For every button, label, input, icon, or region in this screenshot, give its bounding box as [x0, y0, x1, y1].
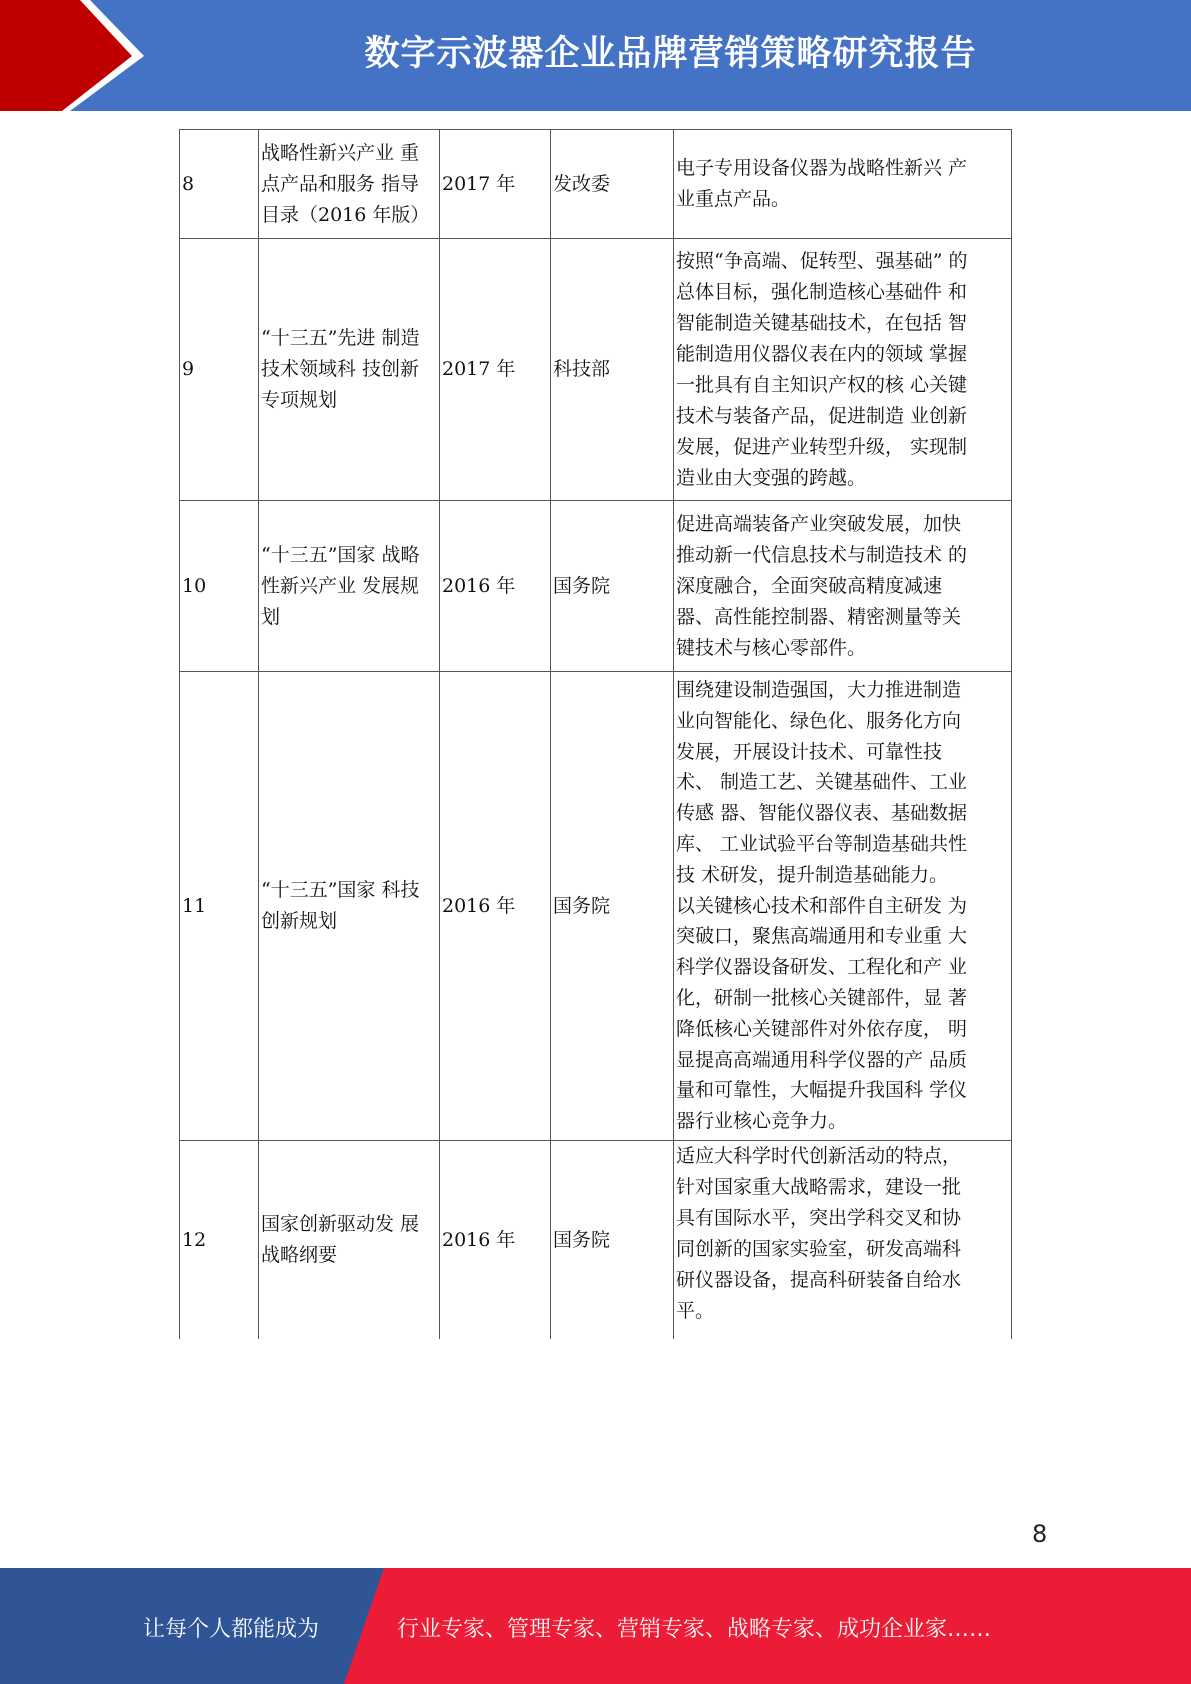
row-number: 8: [179, 130, 258, 238]
row-number: 9: [179, 239, 258, 500]
policy-content: 按照“争高端、促转型、强基础” 的 总体目标，强化制造核心基础件 和 智能制造关键基础技术，在包括 智 能制造用仪器仪表在内的领域 掌握 一批具有自主知识产权的核 心关键 技术与装备产品，促进制造 业创新 发展，促进产业转型升级， 实现制 造业由大变强的跨越。: [673, 239, 1012, 500]
policy-department: 国务院: [550, 1141, 673, 1339]
table-row: [179, 500, 1012, 671]
policy-table: [179, 129, 1012, 1339]
table-row: [179, 1140, 1012, 1339]
row-number: 11: [179, 672, 258, 1140]
row-number: 12: [179, 1141, 258, 1339]
policy-name: 战略性新兴产业 重 点产品和服务 指导 目录（2016 年版）: [258, 130, 439, 238]
policy-year: 2017 年: [439, 130, 550, 238]
page-number: 8: [1032, 1520, 1048, 1548]
header-banner: [0, 0, 1191, 111]
policy-content: 促进高端装备产业突破发展，加快 推动新一代信息技术与制造技术 的 深度融合，全面突破高精度减速 器、高性能控制器、精密测量等关 键技术与核心零部件。: [673, 501, 1012, 671]
chevron-decoration-icon: [0, 0, 160, 111]
footer-slogan-right: 行业专家、管理专家、营销专家、战略专家、成功企业家……: [397, 1617, 992, 1642]
row-number: 10: [179, 501, 258, 671]
policy-content: 适应大科学时代创新活动的特点， 针对国家重大战略需求，建设一批 具有国际水平，突出学科交叉和协 同创新的国家实验室，研发高端科 研仪器设备，提高科研装备自给水 平。: [673, 1141, 1012, 1339]
policy-department: 国务院: [550, 501, 673, 671]
policy-department: 科技部: [550, 239, 673, 500]
table-row: [179, 129, 1012, 238]
policy-name: “十三五”国家 战略 性新兴产业 发展规 划: [258, 501, 439, 671]
policy-content: 电子专用设备仪器为战略性新兴 产 业重点产品。: [673, 130, 1012, 238]
policy-year: 2016 年: [439, 501, 550, 671]
footer-slogan-left: 让每个人都能成为: [143, 1617, 320, 1642]
policy-department: 国务院: [550, 672, 673, 1140]
policy-name: “十三五”国家 科技 创新规划: [258, 672, 439, 1140]
policy-name: 国家创新驱动发 展 战略纲要: [258, 1141, 439, 1339]
policy-year: 2016 年: [439, 1141, 550, 1339]
policy-content: 围绕建设制造强国，大力推进制造 业向智能化、绿色化、服务化方向 发展，开展设计技术、可靠性技 术、 制造工艺、关键基础件、工业 传感 器、智能仪器仪表、基础数据 库、 工业试验平台等制造基础共性 技 术研发，提升制造基础能力。 以关键核心技术和部件自主研发 为 突破口，聚焦高端通用和专业重 大 科学仪器设备研发、工程化和产 业 化，研制一批核心关键部件，显 著 降低核心关键部件对外依存度， 明 显提高高端通用科学仪器的产 品质 量和可靠性，大幅提升我国科 学仪 器行业核心竞争力。: [673, 672, 1012, 1140]
policy-year: 2016 年: [439, 672, 550, 1140]
report-title: 数字示波器企业品牌营销策略研究报告: [364, 34, 977, 74]
table-row: [179, 238, 1012, 500]
policy-department: 发改委: [550, 130, 673, 238]
policy-year: 2017 年: [439, 239, 550, 500]
policy-name: “十三五”先进 制造 技术领域科 技创新 专项规划: [258, 239, 439, 500]
table-row: [179, 671, 1012, 1140]
